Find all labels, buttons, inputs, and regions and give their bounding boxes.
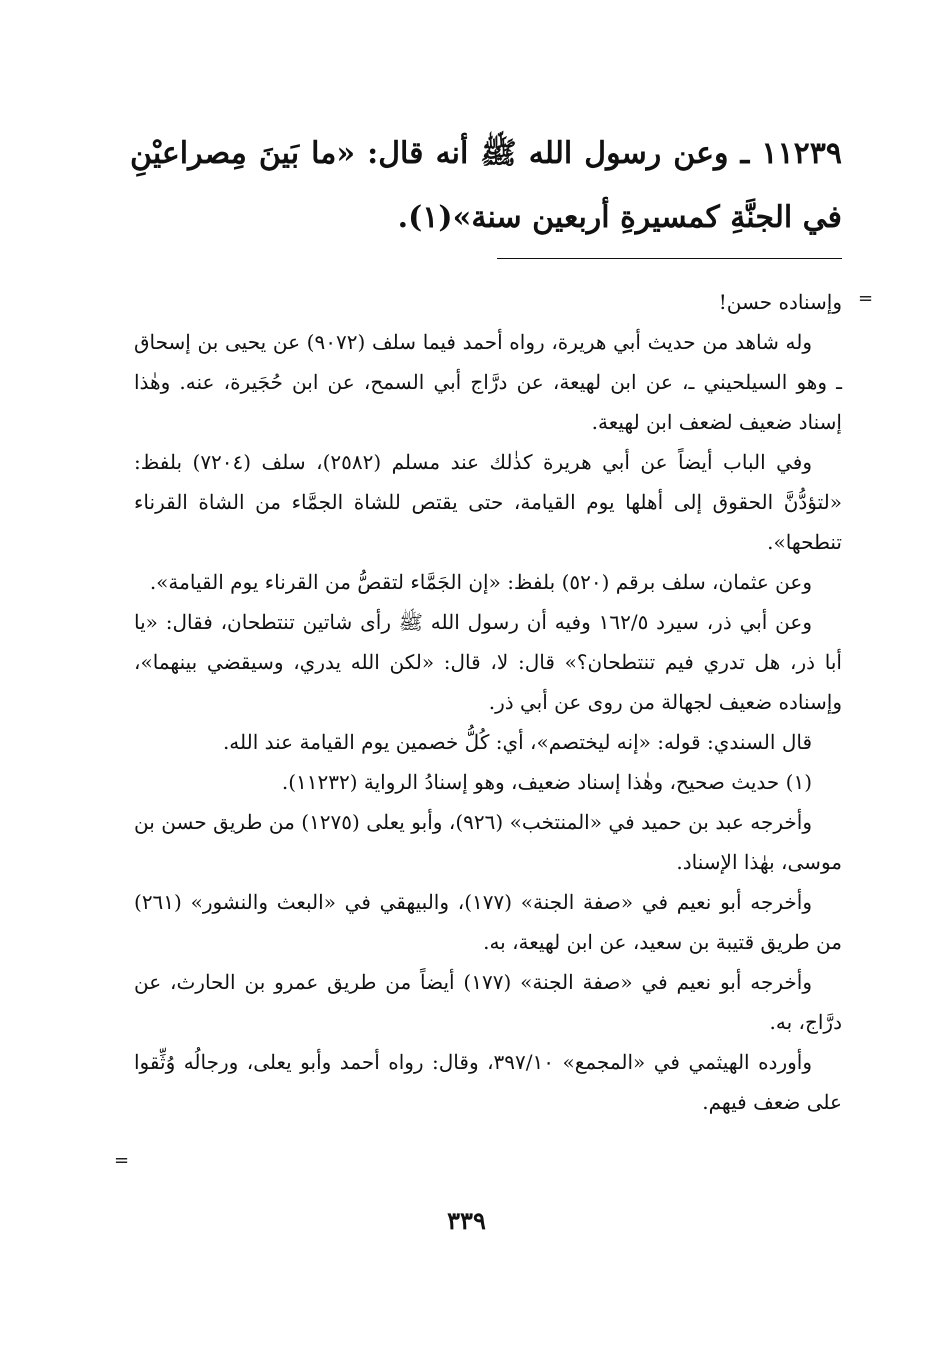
footnote-paragraph: وإسناده حسن! <box>718 290 842 314</box>
hadith-text-block <box>130 122 842 250</box>
footnote-paragraph: وأخرجه عبد بن حميد في «المنتخب» (٩٢٦)، وأبو يعلى (١٢٧٥) من طريق حسن بن موسى، بهٰذا الإسناد. <box>134 810 842 874</box>
footnote-paragraph: قال السندي: قوله: «إنه ليختصم»، أي: كُلُّ خصمين يوم القيامة عند الله. <box>222 730 812 754</box>
footnote-paragraph: وله شاهد من حديث أبي هريرة، رواه أحمد فيما سلف (٩٠٧٢) عن يحيى بن إسحاق ـ وهو السيلحيني ـ، عن ابن لهيعة، عن درَّاج أبي السمح، عن ابن حُجَيرة، عنه. وهٰذا إسناد ضعيف لضعف ابن لهيعة. <box>134 330 842 434</box>
footnote-paragraph: وعن أبي ذر، سيرد ١٦٢/٥ وفيه أن رسول الله ﷺ رأى شاتين تنتطحان، فقال: «يا أبا ذر، هل تدري فيم تنتطحان؟» قال: لا، قال: «لكن الله يدري، وسيقضي بينهما»، وإسناده ضعيف لجهالة من روى عن أبي ذر. <box>134 610 842 714</box>
continuation-mark-bottom: = <box>114 1150 130 1171</box>
footnote-paragraph: وأخرجه أبو نعيم في «صفة الجنة» (١٧٧) أيضاً من طريق عمرو بن الحارث، عن درَّاج، به. <box>134 970 842 1034</box>
footnote-paragraph: (١) حديث صحيح، وهٰذا إسناد ضعيف، وهو إسنادُ الرواية (١١٢٣٢). <box>281 770 812 794</box>
page-number: ٣٣٩ <box>447 1206 486 1235</box>
hadith-text: ١١٢٣٩ ـ وعن رسول الله ﷺ أنه قال: «ما بَينَ مِصراعيْنِ في الجنَّةِ كمسيرةِ أربعين سنة»(١). <box>130 136 842 235</box>
footnote-paragraph: وأخرجه أبو نعيم في «صفة الجنة» (١٧٧)، والبيهقي في «البعث والنشور» (٢٦١) من طريق قتيبة بن سعيد، عن ابن لهيعة، به. <box>134 890 842 954</box>
footnote-paragraph: وأورده الهيثمي في «المجمع» ٣٩٧/١٠، وقال: رواه أحمد وأبو يعلى، ورجالُه وُثِّقوا على ضعف فيهم. <box>134 1050 842 1114</box>
footnote-paragraph: وعن عثمان، سلف برقم (٥٢٠) بلفظ: «إن الجَمَّاء لتقصُّ من القرناء يوم القيامة». <box>149 570 812 594</box>
footnotes-block <box>134 282 842 1122</box>
footnote-separator-line <box>497 258 842 259</box>
footnote-paragraph: وفي الباب أيضاً عن أبي هريرة كذٰلك عند مسلم (٢٥٨٢)، سلف (٧٢٠٤) بلفظ: «لتؤدُّنَّ الحقوق إلى أهلها يوم القيامة، حتى يقتص للشاة الجمَّاء من الشاة القرناء تنطحها». <box>134 450 842 554</box>
continuation-mark-top: = <box>858 288 874 309</box>
